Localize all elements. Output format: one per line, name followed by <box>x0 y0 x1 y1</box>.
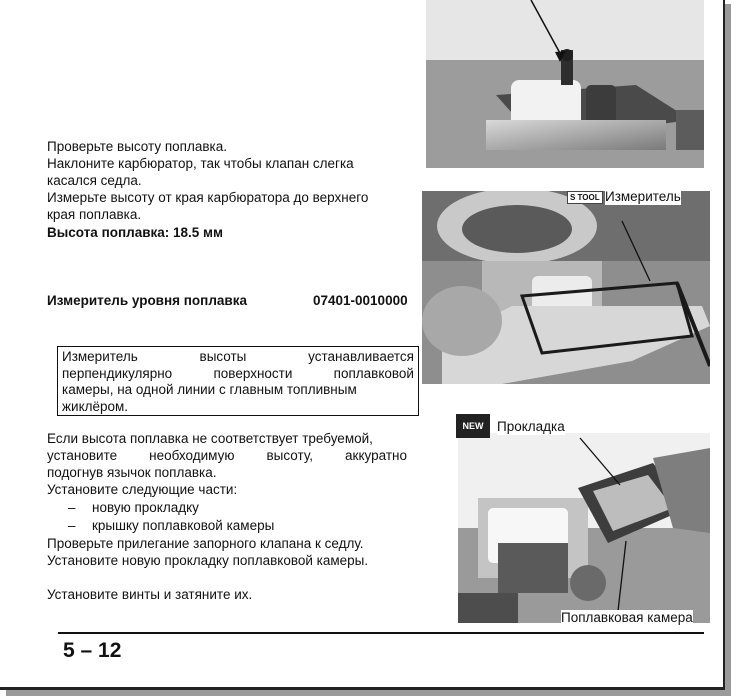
list-dash: – <box>68 518 76 533</box>
instruction-line <box>47 448 407 465</box>
instruction-line: Проверьте прилегание запорного клапана к седлу. <box>47 536 364 551</box>
float-gauge-photo <box>422 191 710 384</box>
instruction-line: Если высота поплавка не соответствует требуемой, <box>47 431 373 446</box>
word: необходимую <box>149 448 235 463</box>
footer-rule <box>58 632 704 634</box>
note-word: поплавковой <box>333 365 414 381</box>
new-part-badge: NEW <box>456 414 490 438</box>
word: установите <box>47 448 118 463</box>
note-word: поверхности <box>213 365 293 381</box>
note-word: Измеритель <box>62 349 138 364</box>
carburetor-photo-top <box>426 0 704 168</box>
page-border <box>723 0 725 690</box>
instruction-line: подогнув язычок поплавка. <box>47 465 217 480</box>
float-chamber-label: Поплавковая камера <box>561 610 693 625</box>
page-number: 5 – 12 <box>63 639 122 662</box>
list-item: крышку поплавковой камеры <box>92 518 275 533</box>
list-item: новую прокладку <box>92 500 199 515</box>
instruction-line: края поплавка. <box>47 207 142 222</box>
gasket-label: Прокладка <box>497 419 565 434</box>
tool-code: 07401-0010000 <box>313 293 408 308</box>
page-border <box>0 687 725 690</box>
special-tool-badge: S TOOL <box>567 191 603 204</box>
float-height-spec: Высота поплавка: 18.5 мм <box>47 225 224 240</box>
page-shadow <box>725 4 731 696</box>
list-dash: – <box>68 500 76 515</box>
instruction-line: Наклоните карбюратор, так чтобы клапан слегка <box>47 156 354 171</box>
page-shadow <box>6 690 731 696</box>
note-line: жиклёром. <box>62 398 129 414</box>
instruction-line: Установите следующие части: <box>47 482 238 497</box>
word: аккуратно <box>345 448 407 463</box>
instruction-line: касался седла. <box>47 173 142 188</box>
instruction-line: Установите новую прокладку поплавковой камеры. <box>47 553 369 568</box>
note-box <box>57 346 419 416</box>
gasket-photo <box>458 433 710 623</box>
gauge-label: Измеритель <box>605 189 681 204</box>
instruction-line: Проверьте высоту поплавка. <box>47 139 227 154</box>
note-word: перпендикулярно <box>62 365 173 381</box>
instruction-line: Измерьте высоту от края карбюратора до верхнего <box>47 190 369 205</box>
instruction-line: Установите винты и затяните их. <box>47 587 253 602</box>
note-line: камеры, на одной линии с главным топливным <box>62 382 357 397</box>
tool-name: Измеритель уровня поплавка <box>47 293 247 308</box>
word: высоту, <box>266 448 313 463</box>
note-word: устанавливается <box>308 349 414 364</box>
note-word: высоты <box>199 349 247 364</box>
